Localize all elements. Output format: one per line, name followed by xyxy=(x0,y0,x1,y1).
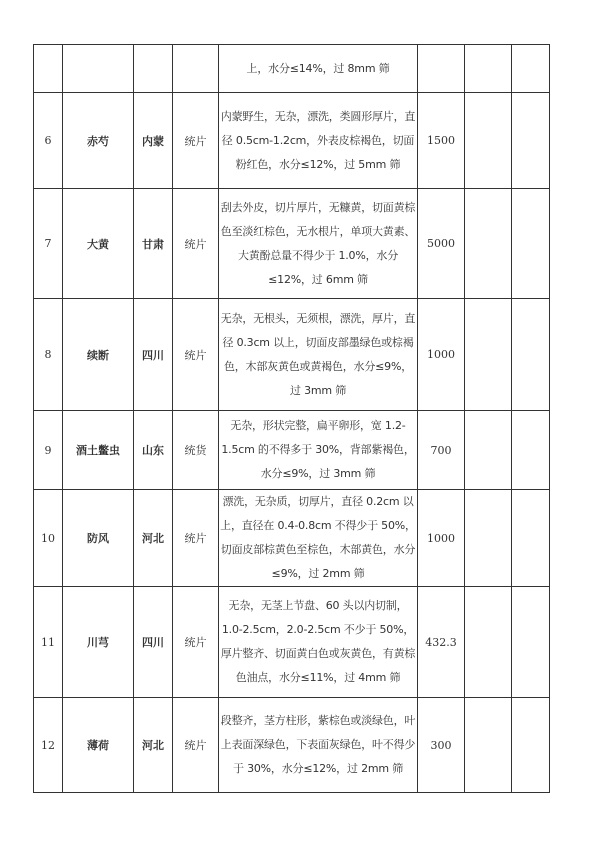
herb-name: 川芎 xyxy=(63,587,134,698)
herb-name: 酒土鳖虫 xyxy=(63,411,134,490)
table-row xyxy=(34,411,550,490)
empty-cell xyxy=(512,299,550,411)
origin: 山东 xyxy=(134,411,173,490)
origin xyxy=(134,45,173,93)
empty-cell xyxy=(512,93,550,189)
specification: 统片 xyxy=(173,490,219,587)
empty-cell xyxy=(465,698,512,793)
table-row xyxy=(34,93,550,189)
empty-cell xyxy=(465,45,512,93)
origin: 四川 xyxy=(134,299,173,411)
row-number: 7 xyxy=(34,189,63,299)
specification: 统片 xyxy=(173,299,219,411)
quality-requirement: 段整齐，茎方柱形，紫棕色或淡绿色，叶上表面深绿色，下表面灰绿色，叶不得少于 30%，水分≤12%，过 2mm 筛 xyxy=(219,698,418,793)
empty-cell xyxy=(465,299,512,411)
origin: 甘肃 xyxy=(134,189,173,299)
origin: 四川 xyxy=(134,587,173,698)
empty-cell xyxy=(512,490,550,587)
herb-name: 大黄 xyxy=(63,189,134,299)
specification xyxy=(173,45,219,93)
quality-requirement: 刮去外皮，切片厚片，无糠黄，切面黄棕色至淡红棕色，无水根片，单项大黄素、大黄酚总量不得少于 1.0%，水分≤12%，过 6mm 筛 xyxy=(219,189,418,299)
quantity: 1000 xyxy=(418,299,465,411)
table-row xyxy=(34,698,550,793)
row-number: 8 xyxy=(34,299,63,411)
quality-requirement: 无杂，无茎上节盘、60 头以内切制，1.0-2.5cm，2.0-2.5cm 不少于 50%，厚片整齐、切面黄白色或灰黄色，有黄棕色油点，水分≤11%，过 4mm 筛 xyxy=(219,587,418,698)
specification: 统片 xyxy=(173,93,219,189)
specification: 统片 xyxy=(173,698,219,793)
specification: 统片 xyxy=(173,587,219,698)
row-number: 11 xyxy=(34,587,63,698)
quantity: 1500 xyxy=(418,93,465,189)
empty-cell xyxy=(512,189,550,299)
empty-cell xyxy=(465,490,512,587)
row-number: 12 xyxy=(34,698,63,793)
table-row xyxy=(34,45,550,93)
empty-cell xyxy=(465,411,512,490)
quality-requirement: 无杂，形状完整，扁平卵形，宽 1.2-1.5cm 的不得多于 30%，背部紫褐色，水分≤9%，过 3mm 筛 xyxy=(219,411,418,490)
table-row xyxy=(34,587,550,698)
herb-name: 赤芍 xyxy=(63,93,134,189)
origin: 内蒙 xyxy=(134,93,173,189)
herb-name: 薄荷 xyxy=(63,698,134,793)
empty-cell xyxy=(512,45,550,93)
specification: 统货 xyxy=(173,411,219,490)
quality-requirement: 上，水分≤14%，过 8mm 筛 xyxy=(219,45,418,93)
table-row xyxy=(34,299,550,411)
origin: 河北 xyxy=(134,490,173,587)
quantity: 1000 xyxy=(418,490,465,587)
quantity xyxy=(418,45,465,93)
empty-cell xyxy=(512,698,550,793)
herb-name: 续断 xyxy=(63,299,134,411)
table-row xyxy=(34,189,550,299)
row-number xyxy=(34,45,63,93)
row-number: 10 xyxy=(34,490,63,587)
row-number: 6 xyxy=(34,93,63,189)
specification: 统片 xyxy=(173,189,219,299)
herb-name: 防风 xyxy=(63,490,134,587)
quality-requirement: 无杂，无根头，无须根，漂洗，厚片，直径 0.3cm 以上，切面皮部墨绿色或棕褐色，木部灰黄色或黄褐色，水分≤9%，过 3mm 筛 xyxy=(219,299,418,411)
empty-cell xyxy=(465,587,512,698)
herb-name xyxy=(63,45,134,93)
origin: 河北 xyxy=(134,698,173,793)
empty-cell xyxy=(465,189,512,299)
quantity: 700 xyxy=(418,411,465,490)
material-spec-table xyxy=(33,44,550,793)
empty-cell xyxy=(465,93,512,189)
table-row xyxy=(34,490,550,587)
quantity: 300 xyxy=(418,698,465,793)
quantity: 5000 xyxy=(418,189,465,299)
quality-requirement: 漂洗，无杂质，切厚片，直径 0.2cm 以上，直径在 0.4-0.8cm 不得少于 50%，切面皮部棕黄色至棕色，木部黄色，水分≤9%，过 2mm 筛 xyxy=(219,490,418,587)
empty-cell xyxy=(512,411,550,490)
row-number: 9 xyxy=(34,411,63,490)
quality-requirement: 内蒙野生，无杂，漂洗，类圆形厚片，直径 0.5cm-1.2cm，外表皮棕褐色，切面粉红色，水分≤12%，过 5mm 筛 xyxy=(219,93,418,189)
empty-cell xyxy=(512,587,550,698)
quantity: 432.3 xyxy=(418,587,465,698)
